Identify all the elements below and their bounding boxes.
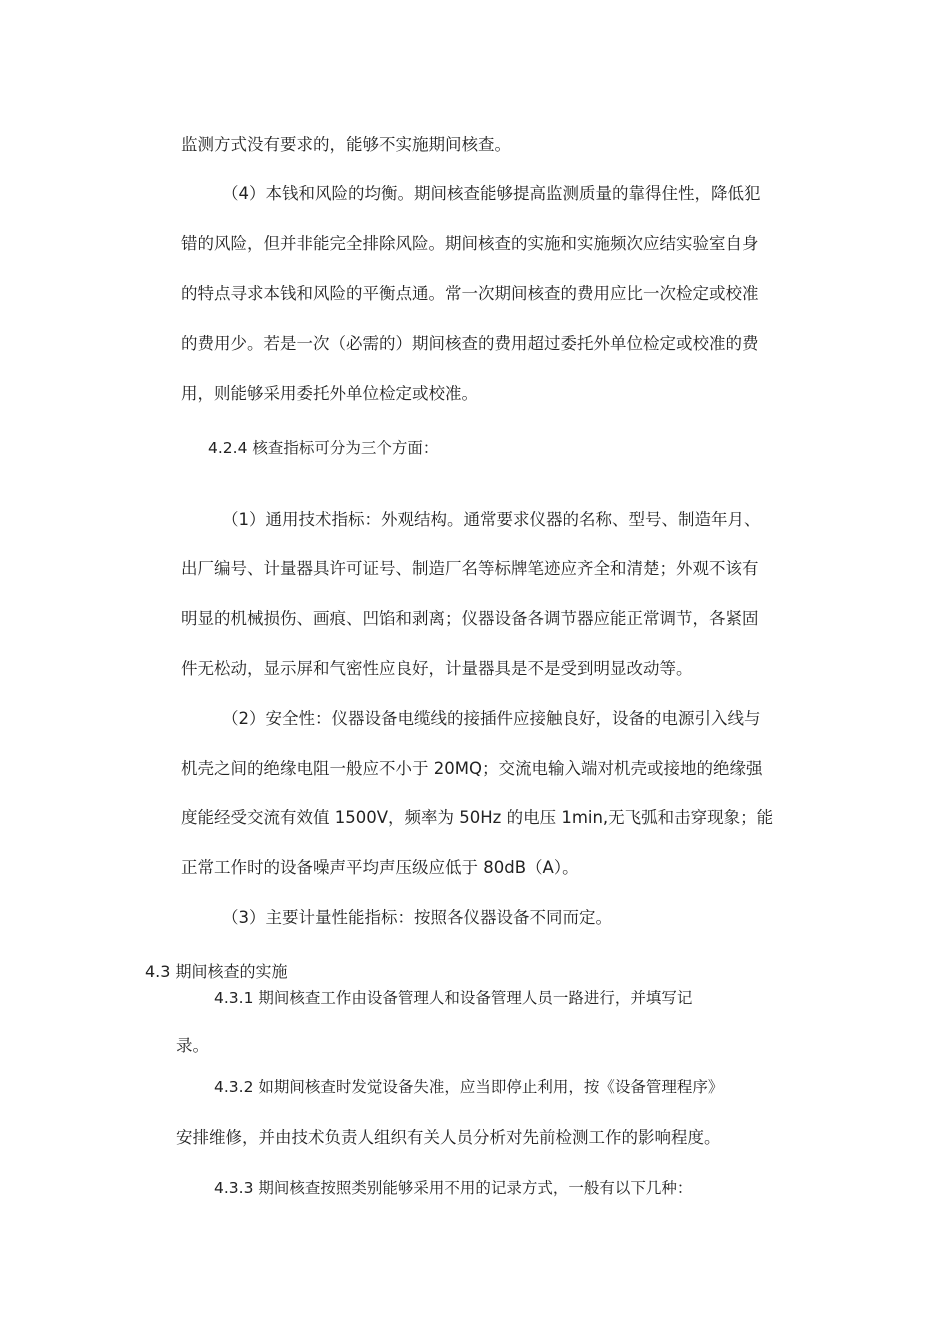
paragraph-line: （2）安全性：仪器设备电缆线的接插件应接触良好，设备的电源引入线与 <box>222 709 761 728</box>
paragraph-line: 件无松动，显示屏和气密性应良好，计量器具是不是受到明显改动等。 <box>181 659 693 678</box>
clause-heading: 4.3.1 期间核查工作由设备管理人和设备管理人员一路进行，并填写记 <box>214 989 693 1007</box>
paragraph-line: 出厂编号、计量器具许可证号、制造厂名等标牌笔迹应齐全和清楚；外观不该有 <box>181 559 759 578</box>
clause-heading: 4.3.3 期间核查按照类别能够采用不用的记录方式，一般有以下几种： <box>214 1179 693 1197</box>
paragraph-line: 监测方式没有要求的，能够不实施期间核查。 <box>181 135 511 154</box>
paragraph-line: （4）本钱和风险的均衡。期间核查能够提高监测质量的靠得住性，降低犯 <box>222 184 761 203</box>
paragraph-line: 错的风险，但并非能完全排除风险。期间核查的实施和实施频次应结实验室自身 <box>181 234 759 253</box>
paragraph-line: （3）主要计量性能指标：按照各仪器设备不同而定。 <box>222 908 612 927</box>
paragraph-line: 的费用少。若是一次（必需的）期间核查的费用超过委托外单位检定或校准的费 <box>181 334 759 353</box>
paragraph-line: 度能经受交流有效值 1500V，频率为 50Hz 的电压 1min,无飞弧和击穿现象；能 <box>181 808 774 827</box>
clause-heading: 4.2.4 核查指标可分为三个方面： <box>208 439 439 457</box>
paragraph-line: 录。 <box>176 1036 209 1055</box>
paragraph-line: 用，则能够采用委托外单位检定或校准。 <box>181 384 478 403</box>
paragraph-line: 的特点寻求本钱和风险的平衡点通。常一次期间核查的费用应比一次检定或校准 <box>181 284 759 303</box>
paragraph-line: 正常工作时的设备噪声平均声压级应低于 80dB（A）。 <box>181 858 579 877</box>
clause-heading: 4.3.2 如期间核查时发觉设备失准，应当即停止利用，按《设备管理程序》 <box>214 1078 724 1096</box>
paragraph-line: 明显的机械损伤、画痕、凹馅和剥离；仪器设备各调节器应能正常调节，各紧固 <box>181 609 759 628</box>
paragraph-line: （1）通用技术指标：外观结构。通常要求仪器的名称、型号、制造年月、 <box>222 510 761 529</box>
section-heading: 4.3 期间核查的实施 <box>145 962 288 981</box>
paragraph-line: 机壳之间的绝缘电阻一般应不小于 20MQ；交流电输入端对机壳或接地的绝缘强 <box>181 759 763 778</box>
paragraph-line: 安排维修，并由技术负责人组织有关人员分析对先前检测工作的影响程度。 <box>176 1128 721 1147</box>
